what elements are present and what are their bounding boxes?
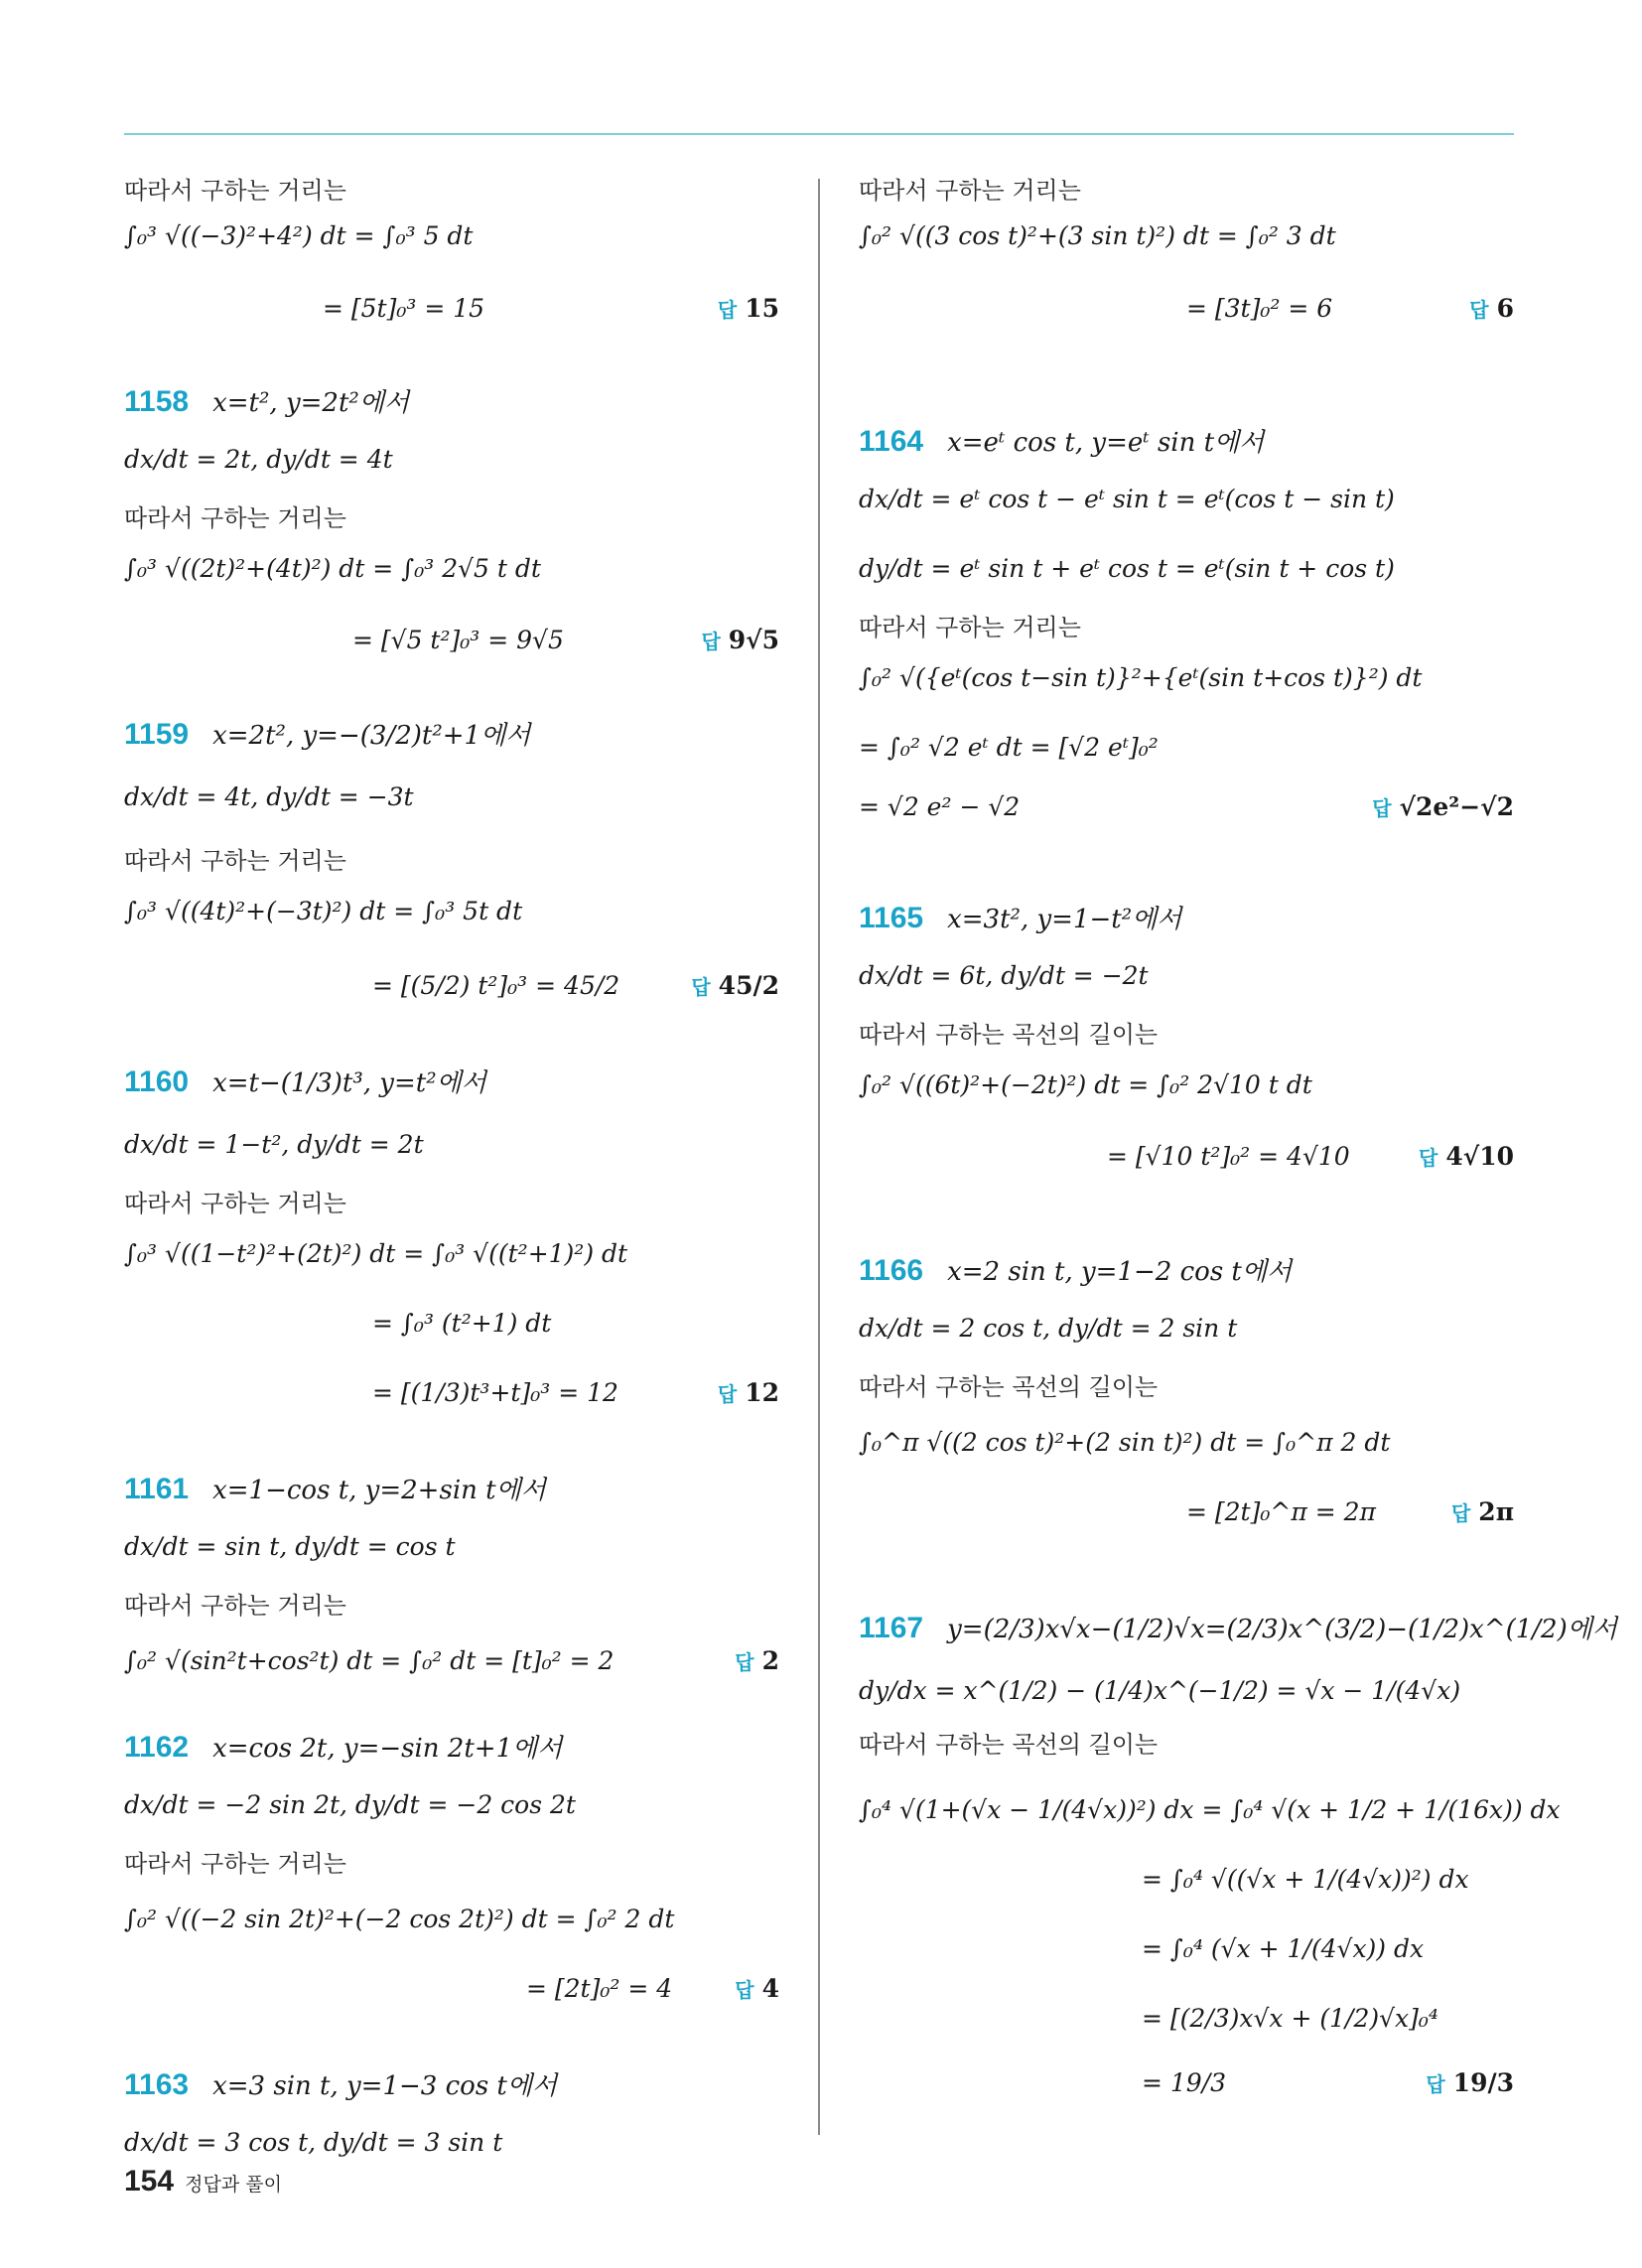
- answer: [1469, 296, 1514, 321]
- explanation-text: 따라서 구하는 거리는: [124, 177, 346, 205]
- math-line: ∫₀² √(sin²t+cos²t) dt = ∫₀² dt = [t]₀² = 2: [124, 1646, 615, 1675]
- problem-condition: x=2 sin t, y=1−2 cos t에서: [947, 1257, 1293, 1287]
- answer: [701, 628, 779, 652]
- column-divider: [818, 179, 820, 2135]
- problem-condition: x=cos 2t, y=−sin 2t+1에서: [212, 1734, 563, 1764]
- problem-number: 1162: [124, 1731, 190, 1764]
- math-line: ∫₀³ √((4t)²+(−3t)²) dt = ∫₀³ 5t dt: [124, 897, 523, 925]
- answer: [735, 1648, 779, 1673]
- answer-value: √2e²−√2: [1399, 792, 1514, 821]
- answer: [718, 296, 779, 321]
- problem-number: 1163: [124, 2068, 190, 2101]
- problem-number: 1159: [124, 718, 190, 751]
- problem-header: [859, 904, 1181, 933]
- math-line: dx/dt = 2 cos t, dy/dt = 2 sin t: [859, 1314, 1238, 1343]
- problem-number: 1158: [124, 385, 190, 418]
- math-line: ∫₀² √((−2 sin 2t)²+(−2 cos 2t)²) dt = ∫₀² 2 dt: [124, 1905, 675, 1933]
- math-line: dx/dt = 1−t², dy/dt = 2t: [124, 1130, 424, 1159]
- math-line: dx/dt = 6t, dy/dt = −2t: [859, 961, 1149, 990]
- math-line: ∫₀³ √((1−t²)²+(2t)²) dt = ∫₀³ √((t²+1)²) dt: [124, 1239, 628, 1268]
- problem-header: [859, 1614, 1617, 1643]
- math-line: dx/dt = sin t, dy/dt = cos t: [124, 1532, 456, 1561]
- problem-header: [124, 1475, 546, 1504]
- problem-header: [124, 387, 409, 417]
- math-line: dx/dt = −2 sin 2t, dy/dt = −2 cos 2t: [124, 1790, 576, 1819]
- answer-label: 답: [701, 630, 721, 653]
- math-line: dx/dt = 3 cos t, dy/dt = 3 sin t: [124, 2128, 503, 2157]
- explanation-text: 따라서 구하는 거리는: [124, 1592, 346, 1620]
- problem-condition: x=3 sin t, y=1−3 cos t에서: [212, 2071, 558, 2101]
- math-line: ∫₀⁴ √(1+(√x − 1/(4√x))²) dx = ∫₀⁴ √(x + 1/2 + 1/(16x)) dx: [859, 1795, 1561, 1824]
- answer-label: 답: [691, 975, 711, 999]
- answer-label: 답: [1419, 1146, 1438, 1170]
- math-line: ∫₀² √((6t)²+(−2t)²) dt = ∫₀² 2√10 t dt: [859, 1070, 1312, 1099]
- answer-value: 2π: [1478, 1497, 1514, 1526]
- answer-value: 9√5: [728, 626, 779, 654]
- problem-condition: x=t², y=2t²에서: [212, 388, 410, 418]
- answer: [691, 973, 779, 998]
- answer-value: 19/3: [1452, 2068, 1514, 2097]
- math-line: ∫₀^π √((2 cos t)²+(2 sin t)²) dt = ∫₀^π 2 dt: [859, 1428, 1391, 1457]
- answer-label: 답: [1450, 1501, 1471, 1525]
- math-line: = [(2/3)x√x + (1/2)√x]₀⁴: [1142, 2004, 1438, 2033]
- problem-condition: x=3t², y=1−t²에서: [947, 905, 1182, 934]
- problem-condition: y=(2/3)x√x−(1/2)√x=(2/3)x^(3/2)−(1/2)x^(1/2)에서: [947, 1615, 1617, 1644]
- math-line: = [5t]₀³ = 15: [323, 294, 485, 323]
- answer-label: 답: [717, 1382, 738, 1406]
- math-line: = ∫₀⁴ (√x + 1/(4√x)) dx: [1142, 1934, 1425, 1963]
- answer-value: 4: [761, 1974, 779, 2003]
- math-line: = ∫₀³ (t²+1) dt: [372, 1309, 552, 1338]
- problem-number: 1167: [859, 1612, 924, 1644]
- answer-value: 6: [1496, 294, 1514, 323]
- page-number: 154: [124, 2165, 175, 2197]
- explanation-text: 따라서 구하는 거리는: [859, 614, 1081, 641]
- problem-number: 1165: [859, 902, 924, 934]
- math-line: = [2t]₀² = 4: [526, 1974, 673, 2003]
- answer-label: 답: [717, 298, 738, 322]
- math-line: dx/dt = 4t, dy/dt = −3t: [124, 782, 414, 811]
- math-line: = [(5/2) t²]₀³ = 45/2: [372, 971, 620, 1000]
- math-line: dx/dt = 2t, dy/dt = 4t: [124, 445, 393, 474]
- problem-number: 1160: [124, 1065, 190, 1098]
- answer-label: 답: [1469, 298, 1489, 322]
- answer-label: 답: [735, 1978, 754, 2002]
- answer: [1451, 1499, 1514, 1524]
- answer-label: 답: [1372, 796, 1392, 820]
- page-footer: [124, 2165, 282, 2198]
- answer-value: 4√10: [1445, 1142, 1514, 1171]
- math-line: ∫₀² √((3 cos t)²+(3 sin t)²) dt = ∫₀² 3 dt: [859, 221, 1336, 250]
- explanation-text: 따라서 구하는 거리는: [859, 177, 1081, 205]
- answer: [1372, 794, 1514, 819]
- explanation-text: 따라서 구하는 거리는: [124, 847, 346, 875]
- answer-value: 45/2: [718, 971, 779, 1000]
- math-line: = [3t]₀² = 6: [1186, 294, 1333, 323]
- explanation-text: 따라서 구하는 거리는: [124, 504, 346, 532]
- problem-number: 1166: [859, 1254, 924, 1287]
- math-line: dy/dt = eᵗ sin t + eᵗ cos t = eᵗ(sin t + cos t): [859, 554, 1395, 583]
- answer-value: 12: [745, 1378, 779, 1407]
- answer-label: 답: [735, 1650, 754, 1674]
- problem-header: [124, 1733, 562, 1763]
- math-line: = [(1/3)t³+t]₀³ = 12: [372, 1378, 618, 1407]
- math-line: dy/dx = x^(1/2) − (1/4)x^(−1/2) = √x − 1/(4√x): [859, 1676, 1461, 1705]
- explanation-text: 따라서 구하는 곡선의 길이는: [859, 1021, 1159, 1049]
- problem-header: [859, 1256, 1292, 1286]
- header-rule: [124, 133, 1514, 135]
- math-line: = 19/3: [1142, 2068, 1227, 2097]
- answer-value: 2: [761, 1646, 779, 1675]
- problem-number: 1164: [859, 425, 924, 458]
- problem-condition: x=t−(1/3)t³, y=t²에서: [212, 1068, 486, 1098]
- problem-header: [124, 2070, 557, 2100]
- problem-condition: x=2t², y=−(3/2)t²+1에서: [212, 721, 531, 751]
- problem-header: [859, 427, 1264, 457]
- math-line: ∫₀² √({eᵗ(cos t−sin t)}²+{eᵗ(sin t+cos t)}²) dt: [859, 663, 1423, 692]
- answer: [718, 1380, 779, 1405]
- math-line: = [√5 t²]₀³ = 9√5: [352, 626, 564, 654]
- answer-label: 답: [1426, 2072, 1445, 2096]
- problem-number: 1161: [124, 1473, 190, 1505]
- answer: [1426, 2070, 1514, 2095]
- math-line: dx/dt = eᵗ cos t − eᵗ sin t = eᵗ(cos t − sin t): [859, 485, 1395, 513]
- math-line: ∫₀³ √((−3)²+4²) dt = ∫₀³ 5 dt: [124, 221, 474, 250]
- math-line: = [√10 t²]₀² = 4√10: [1107, 1142, 1350, 1171]
- explanation-text: 따라서 구하는 거리는: [124, 1190, 346, 1217]
- explanation-text: 따라서 구하는 거리는: [124, 1850, 346, 1878]
- problem-header: [124, 720, 530, 750]
- page-label: 정답과 풀이: [185, 2174, 282, 2196]
- answer: [1419, 1144, 1514, 1169]
- explanation-text: 따라서 구하는 곡선의 길이는: [859, 1373, 1159, 1401]
- math-line: = √2 e² − √2: [859, 792, 1021, 821]
- problem-condition: x=eᵗ cos t, y=eᵗ sin t에서: [947, 428, 1265, 458]
- answer: [735, 1976, 779, 2001]
- math-line: = [2t]₀^π = 2π: [1186, 1497, 1376, 1526]
- math-line: = ∫₀² √2 eᵗ dt = [√2 eᵗ]₀²: [859, 733, 1159, 762]
- problem-header: [124, 1067, 486, 1097]
- problem-condition: x=1−cos t, y=2+sin t에서: [212, 1476, 546, 1505]
- explanation-text: 따라서 구하는 곡선의 길이는: [859, 1731, 1159, 1759]
- answer-value: 15: [745, 294, 779, 323]
- math-line: = ∫₀⁴ √((√x + 1/(4√x))²) dx: [1142, 1865, 1469, 1894]
- math-line: ∫₀³ √((2t)²+(4t)²) dt = ∫₀³ 2√5 t dt: [124, 554, 541, 583]
